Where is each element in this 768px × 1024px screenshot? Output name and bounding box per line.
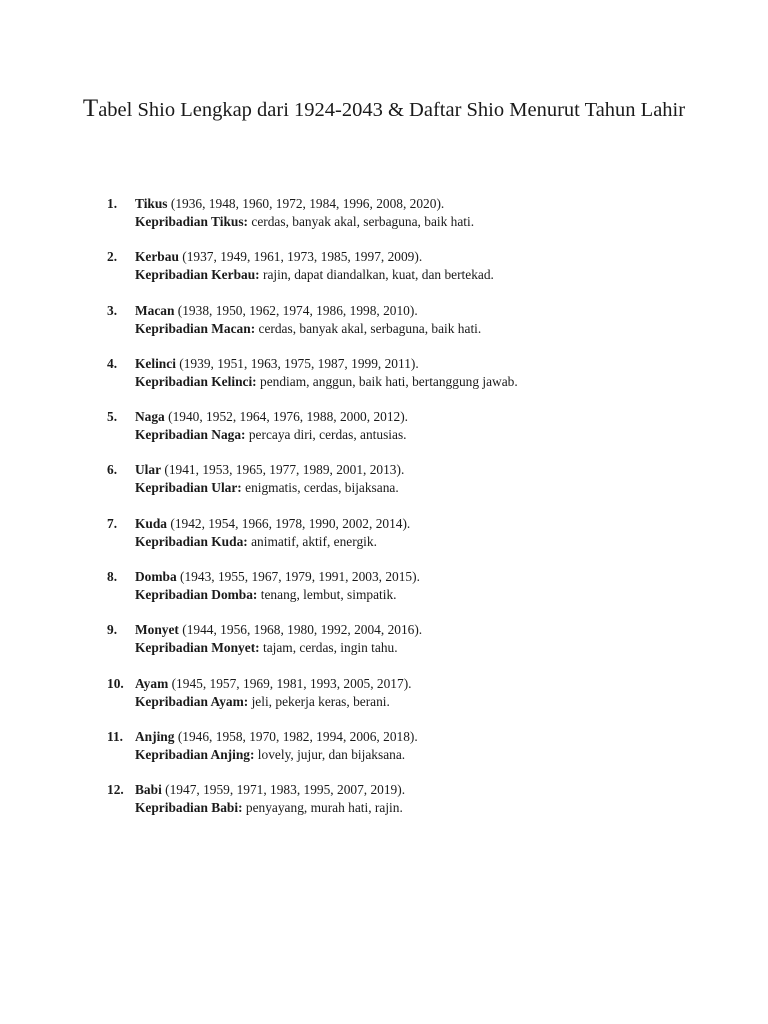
item-number: 5.: [107, 409, 118, 425]
item-years: (1945, 1957, 1969, 1981, 1993, 2005, 2017).: [171, 675, 412, 691]
item-years-line: [135, 408, 408, 426]
item-body: [135, 621, 422, 657]
item-body: [135, 408, 408, 444]
page-title: [80, 94, 688, 125]
item-years-line: [135, 728, 418, 746]
item-years: (1936, 1948, 1960, 1972, 1984, 1996, 2008, 2020).: [170, 196, 445, 211]
item-years: (1940, 1952, 1964, 1976, 1988, 2000, 2012).: [168, 409, 409, 425]
list-item: [107, 461, 707, 514]
item-number: 1.: [107, 196, 118, 211]
item-personality-line: [135, 639, 422, 657]
title-text: abel Shio Lengkap dari 1924-2043 & Daftar Shio Menurut Tahun Lahir: [98, 99, 686, 121]
item-personality-label: Kepribadian Anjing:: [135, 746, 255, 762]
item-years: (1941, 1953, 1965, 1977, 1989, 2001, 2013).: [164, 462, 405, 478]
item-personality-line: [135, 320, 481, 338]
item-number: 10.: [107, 675, 124, 691]
item-body: [135, 248, 494, 284]
item-name: Monyet: [135, 622, 179, 638]
item-number: 6.: [107, 462, 118, 478]
item-personality-line: [135, 533, 410, 551]
list-item: [107, 515, 707, 568]
list-item: [107, 728, 707, 781]
list-item: [107, 355, 707, 408]
item-traits: rajin, dapat diandalkan, kuat, dan bertekad.: [262, 267, 494, 283]
list-item: [107, 302, 707, 355]
item-number: 2.: [107, 249, 118, 265]
item-traits: cerdas, banyak akal, serbaguna, baik hati.: [251, 214, 475, 229]
item-years-line: [135, 461, 404, 479]
item-traits: pendiam, anggun, baik hati, bertanggung jawab.: [260, 373, 518, 389]
list-item: [107, 568, 707, 621]
item-traits: animatif, aktif, energik.: [251, 533, 377, 549]
item-number: 11.: [107, 728, 123, 744]
item-traits: lovely, jujur, dan bijaksana.: [257, 746, 406, 762]
item-personality-label: Kepribadian Kuda:: [135, 533, 248, 549]
list-item: [107, 408, 707, 461]
list-item: [107, 195, 707, 248]
item-years: (1938, 1950, 1962, 1974, 1986, 1998, 2010).: [177, 302, 418, 318]
item-name: Domba: [135, 569, 177, 585]
item-body: [135, 355, 518, 391]
title-first-letter: T: [82, 95, 99, 122]
item-name: Kelinci: [135, 355, 176, 371]
item-personality-line: [135, 746, 418, 764]
item-personality-label: Kepribadian Ular:: [135, 480, 242, 496]
item-number: 7.: [107, 515, 118, 531]
item-years-line: [135, 248, 494, 266]
item-years-line: [135, 568, 420, 586]
item-personality-line: [135, 426, 408, 444]
item-number: 9.: [107, 622, 118, 638]
item-years: (1944, 1956, 1968, 1980, 1992, 2004, 2016).: [182, 622, 423, 638]
item-personality-label: Kepribadian Kerbau:: [135, 267, 260, 283]
item-years-line: [135, 781, 405, 799]
item-body: [135, 515, 410, 551]
item-name: Tikus: [135, 196, 168, 211]
item-body: [135, 675, 412, 711]
item-years-line: [135, 355, 518, 373]
item-name: Ular: [135, 462, 162, 478]
item-years: (1946, 1958, 1970, 1982, 1994, 2006, 2018).: [177, 728, 418, 744]
item-years: (1937, 1949, 1961, 1973, 1985, 1997, 2009).: [182, 249, 423, 265]
item-personality-line: [135, 213, 474, 231]
item-personality-label: Kepribadian Monyet:: [135, 640, 260, 656]
item-traits: cerdas, banyak akal, serbaguna, baik hati.: [258, 320, 482, 336]
item-number: 8.: [107, 569, 118, 585]
item-body: [135, 302, 481, 338]
item-years: (1947, 1959, 1971, 1983, 1995, 2007, 2019).: [165, 782, 406, 798]
item-traits: enigmatis, cerdas, bijaksana.: [245, 480, 399, 496]
item-years-line: [135, 302, 481, 320]
item-name: Kerbau: [135, 249, 179, 265]
list-item: [107, 621, 707, 674]
item-traits: penyayang, murah hati, rajin.: [245, 800, 403, 816]
shio-list: [107, 195, 707, 835]
item-personality-label: Kepribadian Babi:: [135, 800, 243, 816]
item-number: 4.: [107, 355, 118, 371]
item-years-line: [135, 675, 412, 693]
item-body: [135, 195, 474, 231]
item-personality-label: Kepribadian Naga:: [135, 427, 246, 443]
item-personality-label: Kepribadian Kelinci:: [135, 373, 257, 389]
item-years-line: [135, 195, 474, 213]
list-item: [107, 781, 707, 834]
item-name: Anjing: [135, 728, 175, 744]
item-personality-line: [135, 799, 405, 817]
item-years: (1939, 1951, 1963, 1975, 1987, 1999, 2011).: [179, 355, 419, 371]
item-personality-label: Kepribadian Macan:: [135, 320, 256, 336]
item-number: 12.: [107, 782, 124, 798]
item-years: (1942, 1954, 1966, 1978, 1990, 2002, 2014).: [170, 515, 411, 531]
list-item: [107, 675, 707, 728]
item-years-line: [135, 515, 410, 533]
item-name: Kuda: [135, 515, 168, 531]
item-traits: tenang, lembut, simpatik.: [260, 587, 397, 603]
item-body: [135, 568, 420, 604]
item-personality-line: [135, 693, 412, 711]
item-personality-label: Kepribadian Domba:: [135, 587, 258, 603]
item-personality-line: [135, 479, 404, 497]
item-traits: jeli, pekerja keras, berani.: [251, 693, 390, 709]
item-name: Naga: [135, 409, 165, 425]
item-number: 3.: [107, 302, 118, 318]
item-name: Macan: [135, 302, 175, 318]
item-years-line: [135, 621, 422, 639]
item-personality-label: Kepribadian Tikus:: [135, 214, 249, 229]
item-body: [135, 728, 418, 764]
item-traits: percaya diri, cerdas, antusias.: [248, 427, 407, 443]
item-traits: tajam, cerdas, ingin tahu.: [262, 640, 398, 656]
item-body: [135, 781, 405, 817]
item-years: (1943, 1955, 1967, 1979, 1991, 2003, 2015).: [180, 569, 420, 585]
item-name: Ayam: [135, 675, 169, 691]
item-body: [135, 461, 404, 497]
item-name: Babi: [135, 782, 162, 798]
item-personality-line: [135, 586, 420, 604]
item-personality-line: [135, 266, 494, 284]
item-personality-label: Kepribadian Ayam:: [135, 693, 249, 709]
list-item: [107, 248, 707, 301]
item-personality-line: [135, 373, 518, 391]
